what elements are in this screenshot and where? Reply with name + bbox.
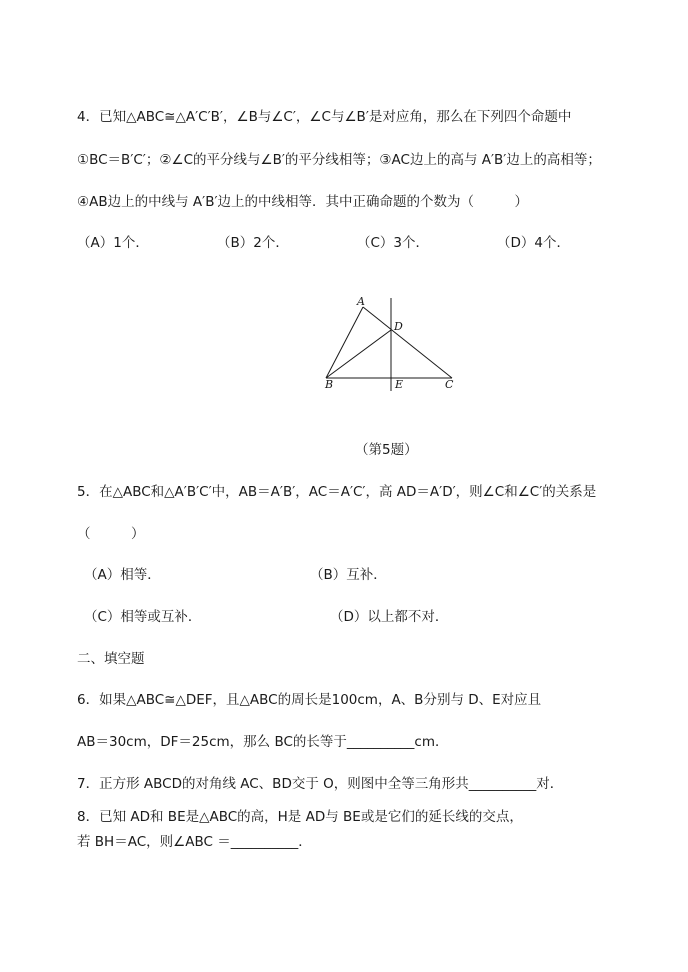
triangle-figure (318, 292, 478, 396)
q8-line-2: 若 BH＝AC，则∠ABC ＝__________． (77, 834, 312, 850)
q5-option-c: （C）相等或互补． (84, 609, 202, 625)
q4-option-a: （A）1个． (77, 235, 149, 251)
q5-option-b: （B）互补． (310, 567, 387, 583)
q7-line-1: 7．正方形 ABCD的对角线 AC、BD交于 O，则图中全等三角形共__________对． (77, 776, 564, 792)
q5-option-d: （D）以上都不对． (330, 609, 449, 625)
q5-line-2: （ ） (77, 526, 145, 542)
label-a: A (357, 295, 365, 308)
q4-option-c: （C）3个． (357, 235, 430, 251)
q5-line-1: 5．在△ABC和△A′B′C′中，AB＝A′B′，AC＝A′C′，高 AD＝A′D′，则∠C和∠C′的关系是 (77, 484, 597, 500)
q4-line-1: 4．已知△ABC≅△A′C′B′，∠B与∠C′，∠C与∠B′是对应角，那么在下列四个命题中 (77, 109, 572, 125)
segment-bd (326, 330, 391, 378)
segment-ac (363, 307, 452, 378)
q4-option-d: （D）4个． (497, 235, 570, 251)
q5-option-a: （A）相等． (84, 567, 161, 583)
section-title: 二、填空题 (77, 651, 145, 667)
label-e: E (395, 378, 404, 391)
label-c: C (445, 378, 454, 391)
figure-caption: （第5题） (355, 442, 418, 458)
q8-line-1: 8．已知 AD和 BE是△ABC的高，H是 AD与 BE或是它们的延长线的交点， (77, 809, 523, 825)
q4-line-2: ①BC＝B′C′；②∠C的平分线与∠B′的平分线相等；③AC边上的高与 A′B′边上的高相等； (77, 152, 601, 168)
label-d: D (394, 320, 403, 333)
label-b: B (325, 378, 334, 391)
q6-line-2: AB＝30cm，DF＝25cm，那么 BC的长等于__________cm． (77, 734, 449, 750)
q4-line-3: ④AB边上的中线与 A′B′边上的中线相等．其中正确命题的个数为（ ） (77, 194, 529, 210)
q6-line-1: 6．如果△ABC≅△DEF，且△ABC的周长是100cm，A、B分别与 D、E对应且 (77, 692, 542, 708)
q4-option-b: （B）2个． (217, 235, 289, 251)
segment-ab (326, 307, 363, 378)
